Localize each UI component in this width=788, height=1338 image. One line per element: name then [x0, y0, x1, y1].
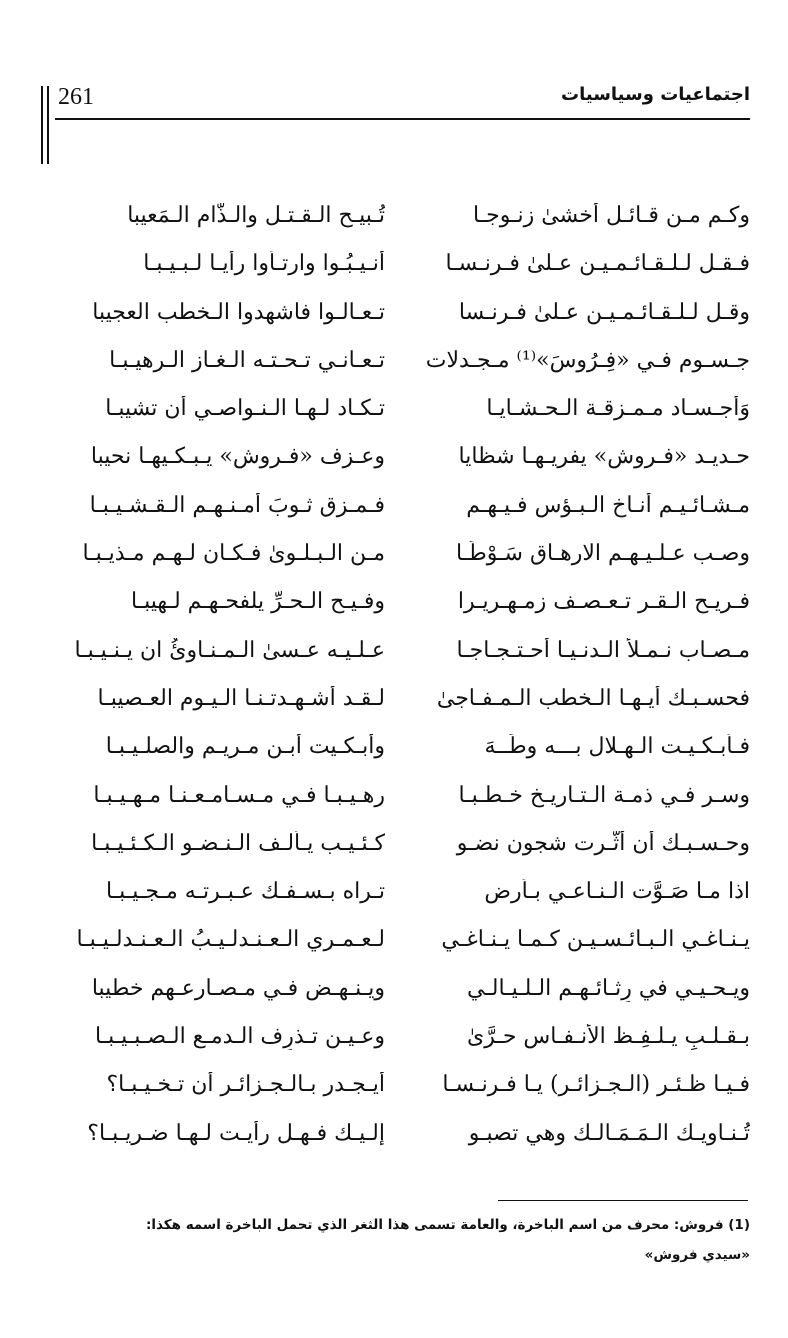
- verse-second-hemistich: مـن الـبـلـوىٰ فـكـان لـهـم مـذيـبـا: [82, 541, 385, 567]
- footnote-rule: [498, 1200, 748, 1201]
- header-rule: [55, 118, 750, 120]
- verse-first-hemistich: وحـسـبـك أن أثّـرت شجون نضـو: [456, 830, 750, 856]
- verse-second-hemistich: لـقـد أشـهـدتـنـا الـيـوم العـصيبـا: [97, 685, 385, 711]
- verse-second-hemistich: أنـيـبُـوا وارتـأوا رأيـا لـبـيـبـا: [143, 251, 385, 277]
- verse-second-hemistich: تـكـاد لـهـا الـنـواصـي أن تشيبـا: [105, 396, 385, 422]
- verse-second-hemistich: تـعـالـوا فاشهدوا الـخطب العجيبا: [92, 299, 385, 325]
- verse-first-hemistich: يـنـاغـي الـبـائـسـيـن كـمـا يـنـاغـي: [441, 927, 750, 953]
- page-number: 261: [58, 84, 94, 110]
- verse-first-hemistich: ويـحـيـي في رِثـائـهـم الـلـيـالـي: [466, 975, 750, 1001]
- verse: [55, 1110, 750, 1158]
- verse-second-hemistich: تـعـانـي تـحـتـه الـغـاز الـرهيـبـا: [109, 347, 385, 373]
- verse: [55, 675, 750, 723]
- verse: [55, 916, 750, 964]
- verse: [55, 482, 750, 530]
- verse-first-hemistich: مـصـاب نـمـلأُ الـدنـيـا أحـتـجـاجـا: [456, 637, 750, 663]
- verse-first-hemistich: اذا مـا صَـوَّت الـنـاعـي بـأرض: [484, 879, 750, 905]
- verse: [55, 723, 750, 771]
- verse: [55, 578, 750, 626]
- verse: [55, 530, 750, 578]
- verse: [55, 627, 750, 675]
- verse-second-hemistich: كـئـيـب يـألـف الـنـضـو الـكـئـيـبـا: [91, 830, 385, 856]
- footnote-line: «سيدي فروش»: [644, 1247, 750, 1263]
- page-header: [55, 78, 750, 128]
- verse-second-hemistich: تـراه بـسـفـك عـبـرتـه مـجـيـبـا: [106, 879, 385, 905]
- verse-first-hemistich: مـشـائـيـم أنـاخ الـبـؤس فـيـهـم: [466, 492, 750, 518]
- verse: [55, 1013, 750, 1061]
- verse: [55, 337, 750, 385]
- footnote: [50, 1210, 750, 1270]
- verse-second-hemistich: عـلـيـه عـسىٰ الـمـنـاوئُ ان يـنـيـبـا: [74, 637, 385, 663]
- poem: [55, 192, 750, 1158]
- verse-second-hemistich: ويـنـهـض فـي مـصـارعـهم خطيبا: [91, 975, 385, 1001]
- verse: [55, 965, 750, 1013]
- header-double-bar: [41, 86, 49, 164]
- verse-first-hemistich: وسـر فـي ذمـة الـتـاريـخ خـطـبـا: [458, 782, 750, 808]
- verse-first-hemistich: فـأبـكـيـت الـهـلال بـــه وطَــهَ: [484, 734, 750, 760]
- verse: [55, 192, 750, 240]
- verse-first-hemistich: فحسـبـك أيـهـا الـخطب الـمـفـاجىٰ: [436, 685, 750, 711]
- running-title: اجتماعيات وسياسيات: [561, 84, 750, 105]
- verse: [55, 385, 750, 433]
- verse-first-hemistich: وقـل لـلـقـائـمـيـن عـلىٰ فـرنـسا: [458, 299, 750, 325]
- verse-first-hemistich: تُـنـاويـك الـمَـمَـالـك وهي تصبـو: [468, 1120, 750, 1146]
- verse-second-hemistich: تُـبيـح الـقـتـل والـذّام الـمَعيبا: [127, 202, 385, 228]
- verse-first-hemistich: حـديـد «فـروش» يفريـهـا شظايا: [458, 444, 750, 470]
- verse-first-hemistich: فـيـا ظـئـر (الـجـزائـر) يـا فـرنـسـا: [442, 1072, 750, 1098]
- verse-first-hemistich: وكـم مـن قـائـل أخشىٰ زنـوجـا: [472, 202, 750, 228]
- verse-first-hemistich: جـسـوم فـي «فِـرُوسَ»⁽¹⁾ مـجـدلات: [425, 347, 750, 373]
- footnote-line: (1) فروش: محرف من اسم الباخرة، والعامة تسمى هذا الثغر الذي تحمل الباخرة اسمه هكذا:: [145, 1217, 750, 1233]
- verse-second-hemistich: وعـيـنٍ تـذرِف الـدمـع الـصـبـيـبـا: [94, 1024, 385, 1049]
- verse-second-hemistich: وأبـكـيت أبـن مـريـم والصلـيـبـا: [105, 734, 385, 760]
- verse-second-hemistich: وعـزف «فـروش» يـبـكـيهـا نحيبا: [90, 444, 385, 470]
- verse-second-hemistich: لـعـمـري الـعـنـدلـيـبُ الـعـنـدلـيـبـا: [76, 927, 385, 953]
- verse-first-hemistich: وَأجـسـاد مـمـزقـة الـحـشـايـا: [486, 396, 750, 422]
- verse: [55, 433, 750, 481]
- verse: [55, 289, 750, 337]
- verse-second-hemistich: إلـيـك فـهـل رأيـت لـهـا ضـريـبـا؟: [87, 1120, 385, 1146]
- verse-first-hemistich: فـريـح الـقـر تـعـصـف زمـهـريـرا: [457, 589, 750, 615]
- verse-first-hemistich: وصـب عـلـيـهـم الارهـاق سَـوْطًـا: [456, 541, 750, 567]
- verse-second-hemistich: رهـيـبـا فـي مـسـامـعـنـا مـهـيـبـا: [93, 782, 385, 808]
- verse: [55, 1061, 750, 1109]
- verse-second-hemistich: وفـيـح الـحـرِّ يلفحـهـم لـهيبـا: [130, 589, 385, 615]
- verse: [55, 820, 750, 868]
- verse: [55, 772, 750, 820]
- verse-second-hemistich: فـمـزق ثـوبَ أمـنـهـم الـقـشـيـبـا: [89, 492, 385, 518]
- verse: [55, 868, 750, 916]
- verse-second-hemistich: أيـجـدر بـالـجـزائـر أن تـخـيـبـا؟: [106, 1072, 385, 1098]
- verse: [55, 240, 750, 288]
- verse-first-hemistich: بـقـلـبٍ يـلـفِـظ الأنـفـاس حـرَّىٰ: [467, 1024, 750, 1049]
- verse-first-hemistich: فـقـل لـلـقـائـمـيـن عـلىٰ فـرنـسـا: [445, 251, 750, 277]
